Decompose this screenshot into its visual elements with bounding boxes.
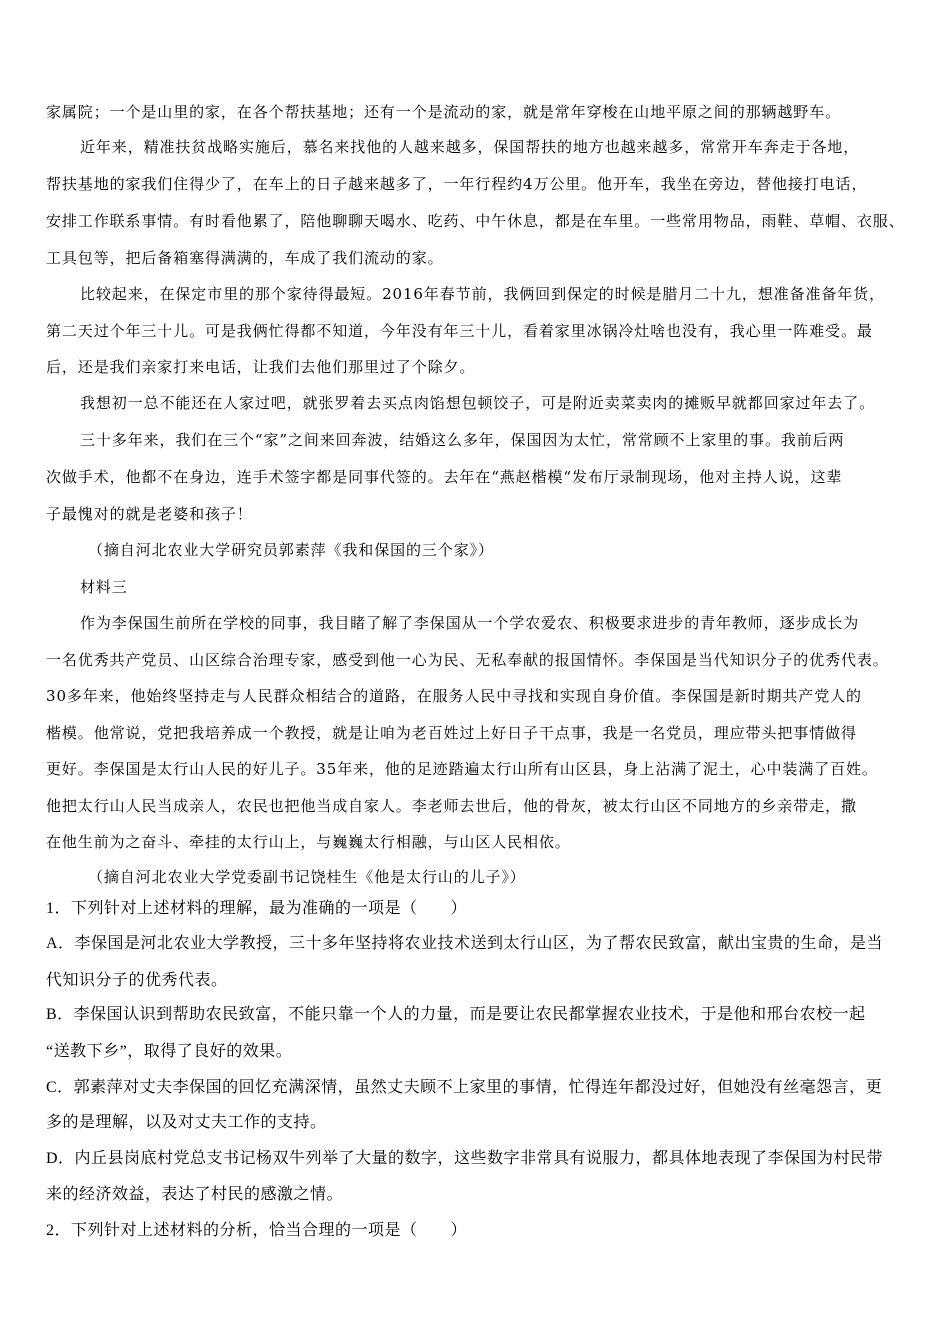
- paragraph-line: 在他生前为之奋斗、牵挂的太行山上，与巍巍太行相融，与山区人民相依。: [46, 833, 571, 851]
- paragraph-line: 后，还是我们亲家打来电话，让我们去他们那里过了个除夕。: [46, 358, 476, 376]
- source-citation: （摘自河北农业大学党委副书记饶桂生《他是太行山的儿子》）: [88, 868, 526, 886]
- paragraph-line: 楷模。他常说，党把我培养成一个教授，就是让咱为老百姓过上好日子干点事，我是一名党员，理应带头把事情做得: [46, 724, 857, 742]
- paragraph-line: 三十多年来，我们在三个“家”之间来回奔波，结婚这么多年，保国因为太忙，常常顾不上家里的事。我前后两: [80, 431, 845, 449]
- paragraph-line: 他把太行山人民当成亲人，农民也把他当成自家人。李老师去世后，他的骨灰，被太行山区不同地方的乡亲带走，撒: [46, 797, 857, 815]
- option-c: C．郭素萍对丈夫李保国的回忆充满深情，虽然丈夫顾不上家里的事情，忙得连年都没过好，但她没有丝毫怨言，更: [46, 1079, 883, 1096]
- paragraph-line: 帮扶基地的家我们住得少了，在车上的日子越来越多了，一年行程约4万公里。他开车，我坐在旁边，替他接打电话，: [46, 175, 868, 193]
- option-c-continued: 多的是理解，以及对丈夫工作的支持。: [46, 1114, 327, 1131]
- paragraph-line: 第二天过个年三十儿。可是我俩忙得都不知道，今年没有年三十儿，看着家里冰锅冷灶啥也没有，我心里一阵难受。最: [46, 322, 873, 340]
- option-b-continued: “送教下乡”，取得了良好的效果。: [46, 1043, 293, 1060]
- paragraph-line: 家属院；一个是山里的家，在各个帮扶基地；还有一个是流动的家，就是常年穿梭在山地平原之间的那辆越野车。: [46, 103, 842, 121]
- paragraph-line: 近年来，精准扶贫战略实施后，慕名来找他的人越来越多，保国帮扶的地方也越来越多，常常开车奔走于各地，: [80, 138, 860, 156]
- paragraph-line: 工具包等，把后备箱塞得满满的，车成了我们流动的家。: [46, 249, 444, 267]
- option-a-continued: 代知识分子的优秀代表。: [46, 972, 228, 989]
- paragraph-line: 次做手术，他都不在身边，连手术签字都是同事代签的。去年在“燕赵楷模“发布厅录制现场，他对主持人说，这辈: [46, 468, 843, 486]
- option-a: A．李保国是河北农业大学教授，三十多年坚持将农业技术送到太行山区，为了帮农民致富，献出宝贵的生命，是当: [46, 935, 884, 952]
- paragraph-line: 30多年来，他始终坚持走与人民群众相结合的道路，在服务人民中寻找和实现自身价值。李保国是新时期共产党人的: [46, 687, 862, 705]
- paragraph-line: 子最愧对的就是老婆和孩子！: [46, 505, 253, 523]
- paragraph-line: 一名优秀共产党员、山区综合治理专家，感受到他一心为民、无私奉献的报国情怀。李保国是当代知识分子的优秀代表。: [46, 651, 889, 669]
- option-b: B．李保国认识到帮助农民致富，不能只靠一个人的力量，而是要让农民都掌握农业技术，于是他和邢台农校一起: [46, 1006, 866, 1023]
- section-heading: 材料三: [80, 578, 128, 596]
- paragraph-line: 更好。李保国是太行山人民的好儿子。35年来，他的足迹踏遍太行山所有山区县，身上沾满了泥土，心中装满了百姓。: [46, 760, 878, 778]
- question-2: 2．下列针对上述材料的分析，恰当合理的一项是（ ）: [46, 1222, 468, 1239]
- option-d: D．内丘县岗底村党总支书记杨双牛列举了大量的数字，这些数字非常具有说服力，都具体地表现了李保国为村民带: [46, 1150, 884, 1167]
- paragraph-line: 作为李保国生前所在学校的同事，我目睹了解了李保国从一个学农爱农、积极要求进步的青年教师，逐步成长为: [80, 614, 860, 632]
- question-1: 1．下列针对上述材料的理解，最为准确的一项是（ ）: [46, 900, 468, 917]
- option-d-continued: 来的经济效益，表达了村民的感激之情。: [46, 1186, 344, 1203]
- paragraph-line: 比较起来，在保定市里的那个家待得最短。2016年春节前，我俩回到保定的时候是腊月二十九，想准备准备年货，: [80, 285, 885, 303]
- paragraph-line: 我想初一总不能还在人家过吧，就张罗着去买点肉馅想包顿饺子，可是附近卖菜卖肉的摊贩早就都回家过年去了。: [80, 394, 876, 412]
- source-citation: （摘自河北农业大学研究员郭素萍《我和保国的三个家》）: [88, 541, 494, 559]
- paragraph-line: 安排工作联系事情。有时看他累了，陪他聊聊天喝水、吃药、中午休息，都是在车里。一些常用物品，雨鞋、草帽、衣服、: [46, 212, 905, 230]
